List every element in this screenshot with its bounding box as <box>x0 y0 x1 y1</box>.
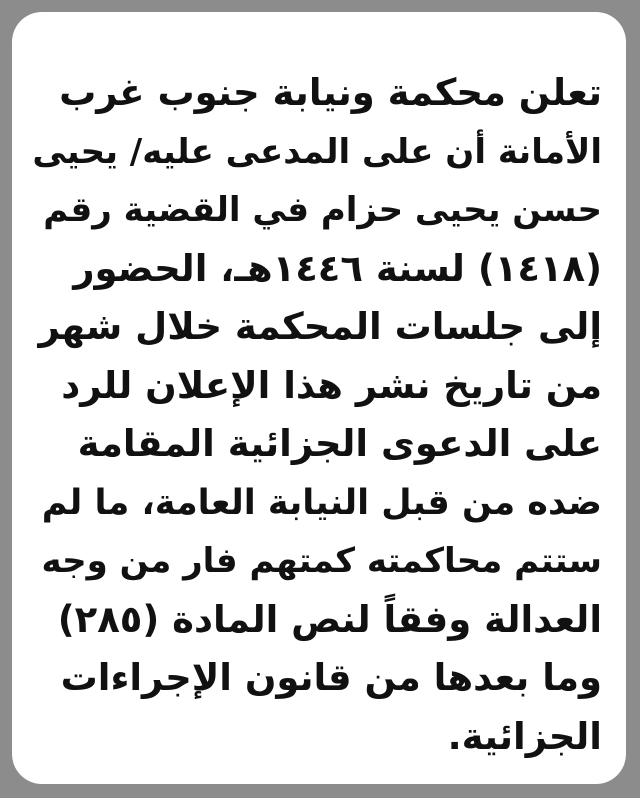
notice-line-11: وما بعدها من قانون الإجراءات <box>60 656 602 699</box>
notice-line-8: ضده من قبل النيابة العامة، ما لم <box>41 482 602 523</box>
notice-body <box>32 64 602 766</box>
notice-card <box>12 12 626 784</box>
notice-line-12: الجزائية. <box>447 714 602 758</box>
notice-line-10: العدالة وفقاً لنص المادة (٢٨٥) <box>57 597 602 641</box>
notice-line-6: من تاريخ نشر هذا الإعلان للرد <box>61 363 602 407</box>
notice-line-4: (١٤١٨) لسنة ١٤٤٦هـ، الحضور <box>73 246 602 290</box>
notice-line-9: ستتم محاكمته كمتهم فار من وجه <box>41 541 602 581</box>
notice-line-3: حسن يحيى حزام في القضية رقم <box>43 190 602 230</box>
notice-line-7: على الدعوى الجزائية المقامة <box>77 422 602 465</box>
notice-line-5: إلى جلسات المحكمة خلال شهر <box>38 305 602 348</box>
notice-line-2: الأمانة أن على المدعى عليه/ يحيى <box>32 131 602 172</box>
notice-line-1: تعلن محكمة ونيابة جنوب غرب <box>59 71 602 114</box>
